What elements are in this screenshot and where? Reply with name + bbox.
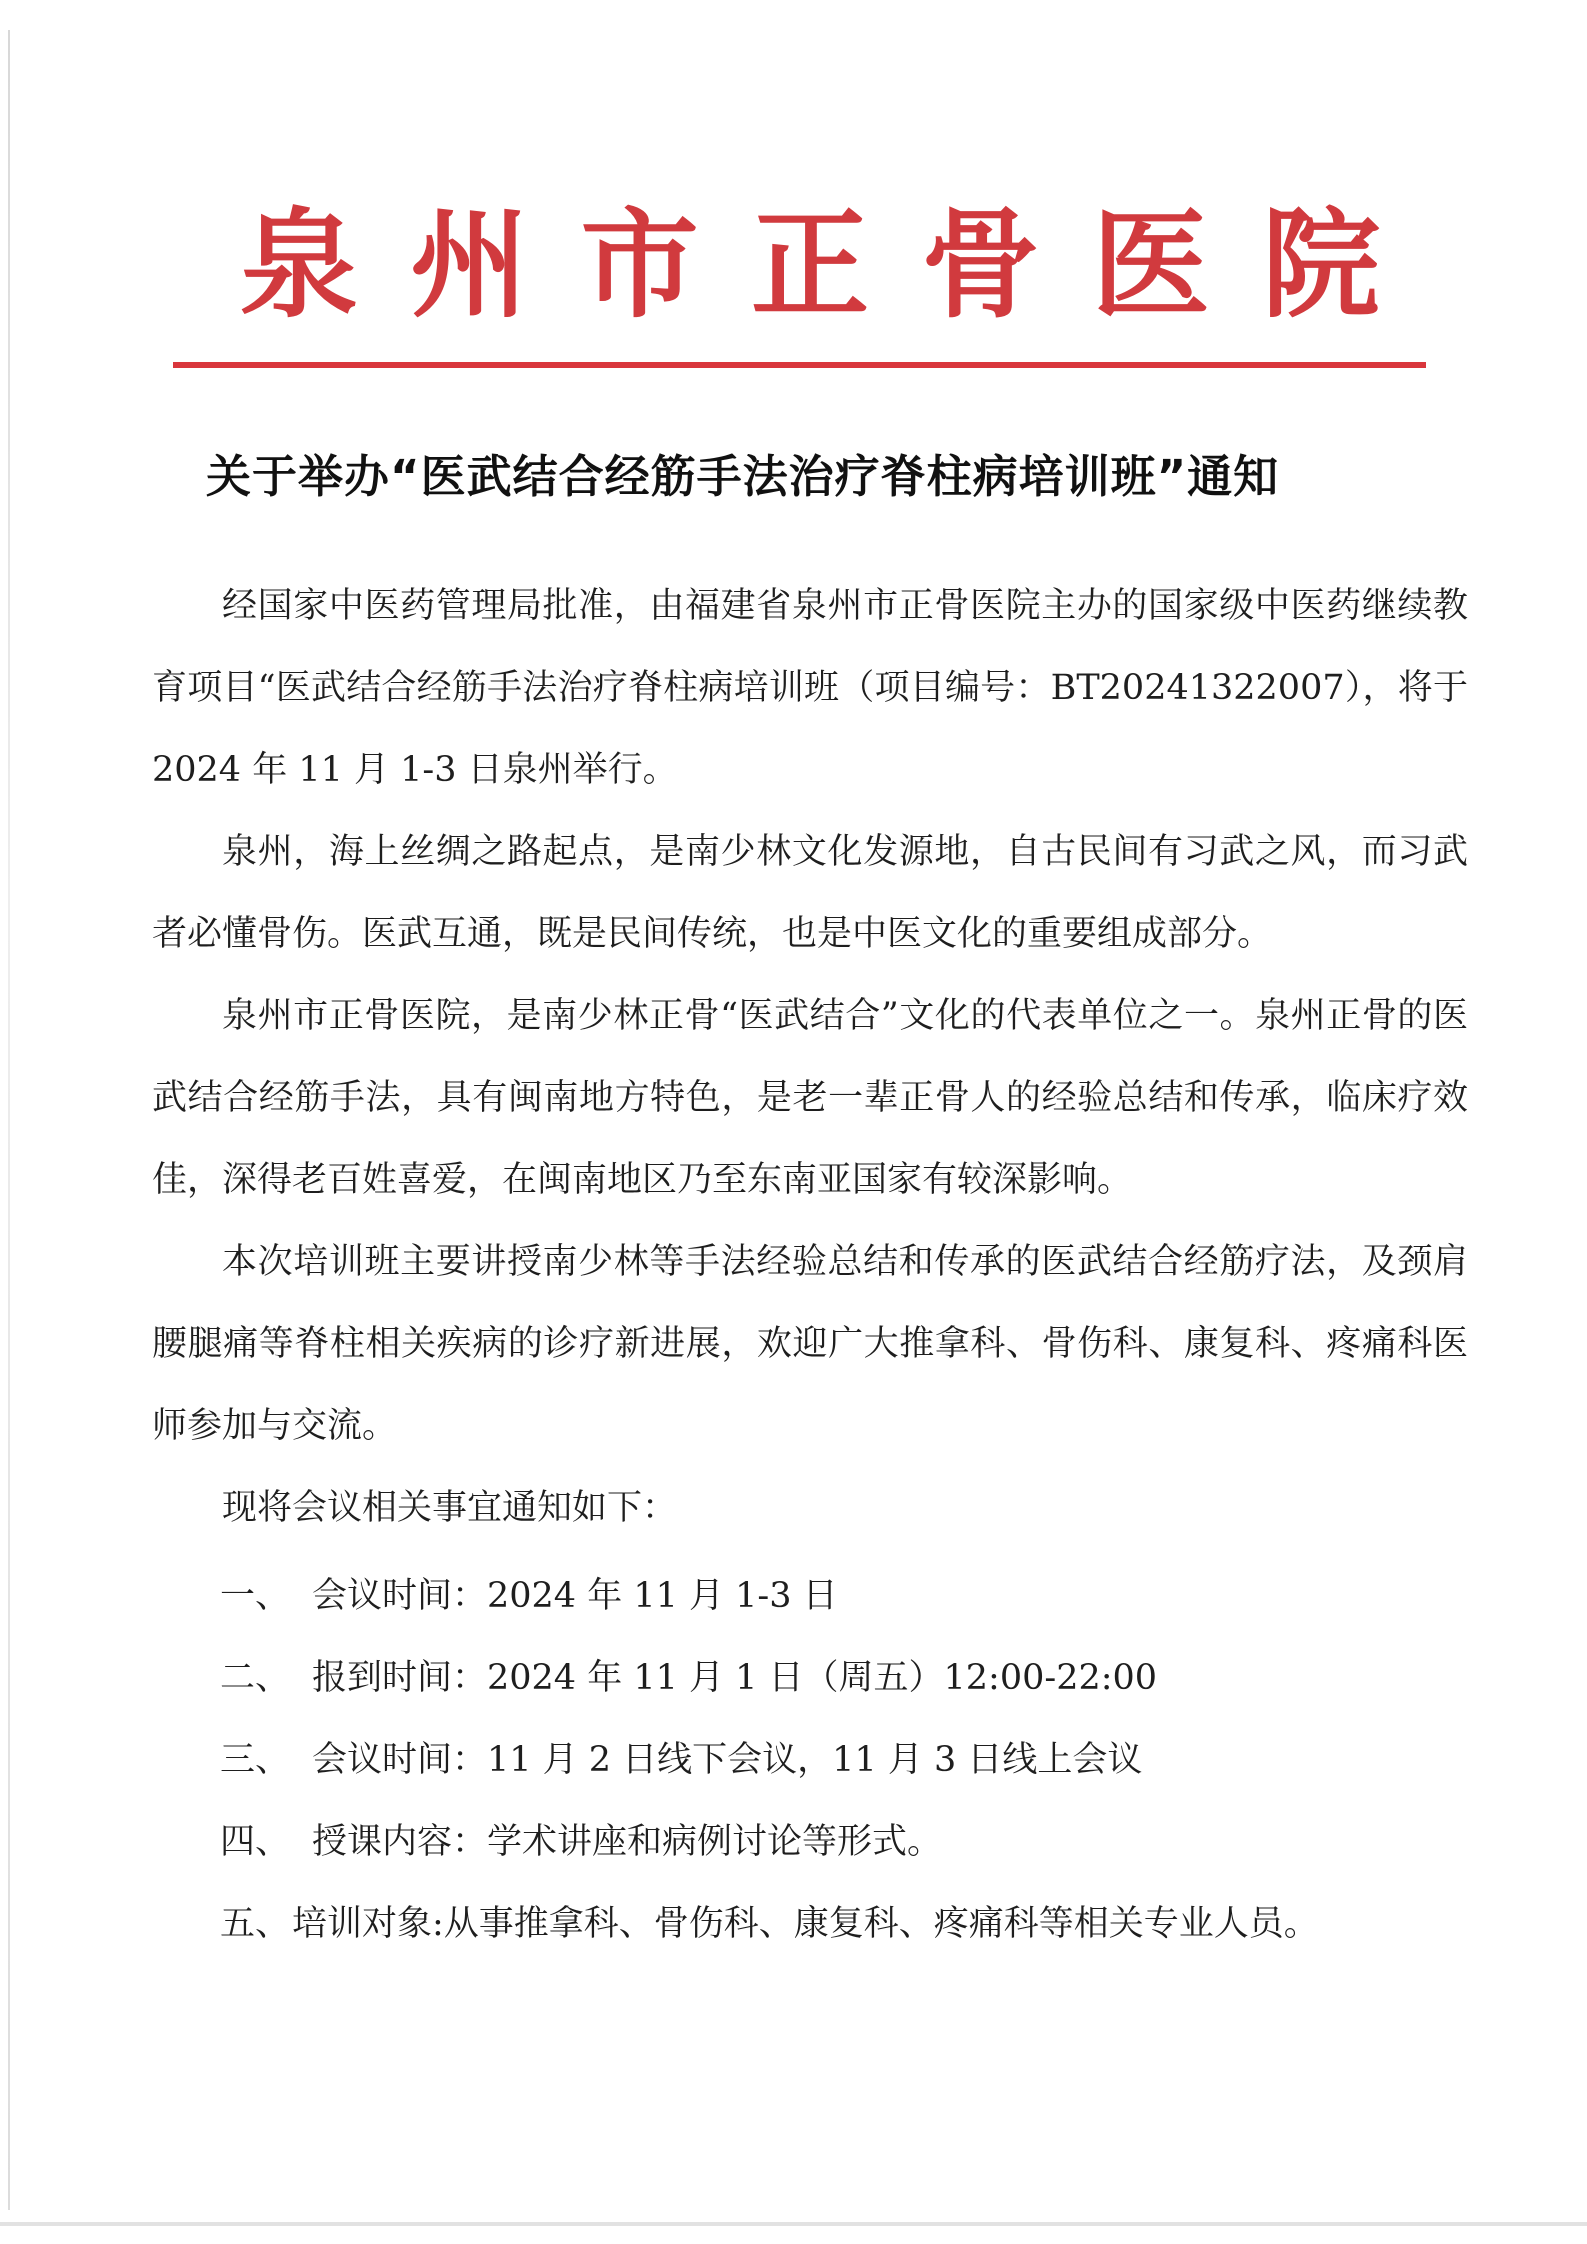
paragraph-approval: 经国家中医药管理局批准，由福建省泉州市正骨医院主办的国家级中医药继续教育项目“医武结合经筋手法治疗脊柱病培训班（项目编号：BT20241322007），将于 2024 年 11 月 1-3 日泉州举行。	[152, 586, 1468, 790]
scan-bottom-edge	[0, 2222, 1587, 2226]
list-item-number: 四、	[220, 1822, 291, 1862]
list-item	[220, 1883, 1470, 1965]
meeting-details-list	[220, 1555, 1470, 1965]
letterhead-char: 州	[410, 195, 529, 334]
paragraph-course: 本次培训班主要讲授南少林等手法经验总结和传承的医武结合经筋疗法，及颈肩腰腿痛等脊柱相关疾病的诊疗新进展，欢迎广大推拿科、骨伤科、康复科、疼痛科医师参加与交流。	[152, 1242, 1468, 1446]
list-item-number: 三、	[220, 1740, 291, 1780]
letterhead-char: 骨	[921, 195, 1040, 334]
paragraph-hospital: 泉州市正骨医院，是南少林正骨“医武结合”文化的代表单位之一。泉州正骨的医武结合经筋手法，具有闽南地方特色，是老一辈正骨人的经验总结和传承，临床疗效佳，深得老百姓喜爱，在闽南地区乃至东南亚国家有较深影响。	[152, 996, 1468, 1200]
paragraph-quanzhou: 泉州，海上丝绸之路起点，是南少林文化发源地，自古民间有习武之风，而习武者必懂骨伤。医武互通，既是民间传统，也是中医文化的重要组成部分。	[152, 832, 1468, 954]
list-item-number: 一、	[220, 1576, 291, 1616]
list-item-text: 会议时间：2024 年 11 月 1-3 日	[312, 1576, 838, 1616]
letterhead-red-rule	[173, 362, 1426, 368]
notice-title: 关于举办“医武结合经筋手法治疗脊柱病培训班”通知	[206, 450, 1280, 503]
list-item	[220, 1555, 1470, 1637]
list-item-text: 会议时间：11 月 2 日线下会议，11 月 3 日线上会议	[312, 1740, 1143, 1780]
letterhead-char: 院	[1261, 195, 1380, 334]
letterhead-char: 医	[1091, 195, 1210, 334]
paragraph-intro: 现将会议相关事宜通知如下：	[222, 1488, 678, 1528]
scan-left-edge	[8, 30, 10, 2210]
letterhead-char: 正	[750, 195, 869, 334]
letterhead-hospital-name	[240, 190, 1380, 340]
list-item-text: 报到时间：2024 年 11 月 1 日（周五）12:00-22:00	[312, 1658, 1158, 1698]
list-item-text: 授课内容：学术讲座和病例讨论等形式。	[312, 1822, 943, 1862]
list-item-number: 五、	[220, 1904, 291, 1944]
list-item	[220, 1637, 1470, 1719]
list-item-number: 二、	[220, 1658, 291, 1698]
list-item	[220, 1801, 1470, 1883]
list-item-text: 培训对象:从事推拿科、骨伤科、康复科、疼痛科等相关专业人员。	[292, 1904, 1319, 1944]
letterhead-char: 市	[580, 195, 699, 334]
list-item	[220, 1719, 1470, 1801]
letterhead-char: 泉	[240, 195, 359, 334]
notice-body	[152, 565, 1468, 1549]
